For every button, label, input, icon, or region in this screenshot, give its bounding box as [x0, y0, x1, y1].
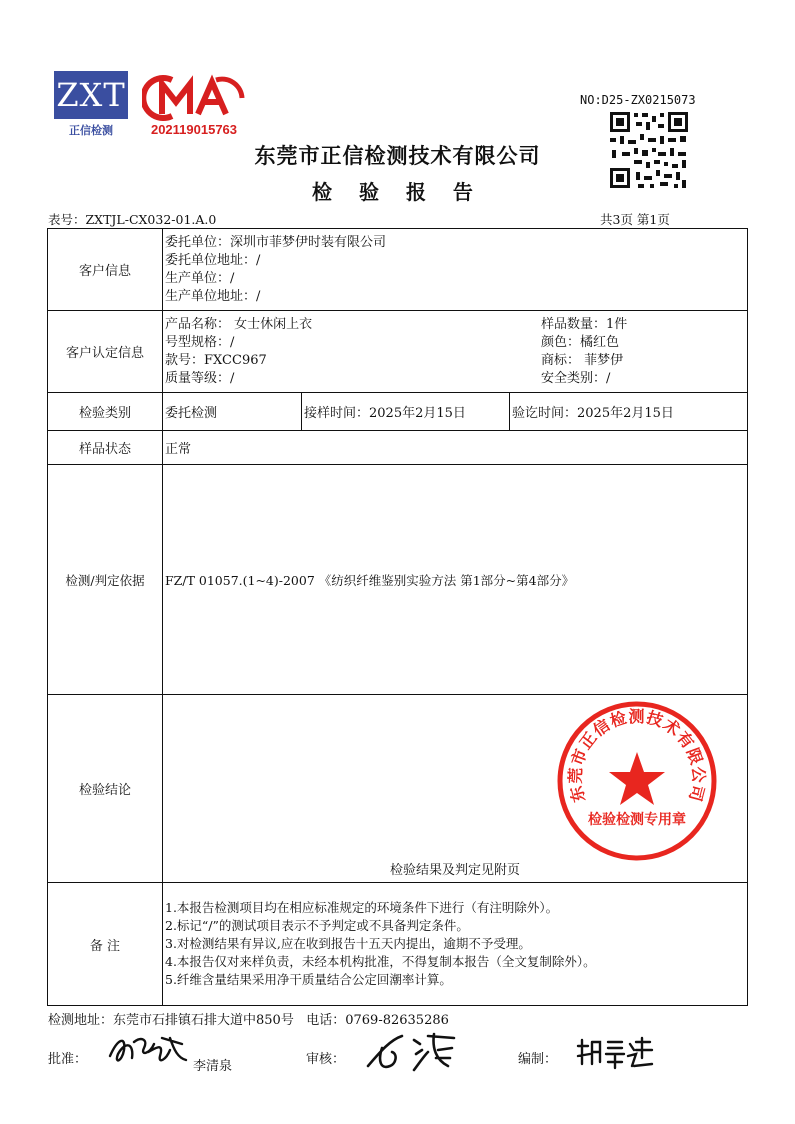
- svg-text:东莞市正信检测技术有限公司: 东莞市正信检测技术有限公司: [565, 706, 709, 805]
- inspect-type-label: 检验类别: [48, 393, 163, 431]
- address-text: 检测地址：东莞市石排镇石排大道中850号: [48, 1013, 294, 1028]
- approve-label: 批准：: [48, 1052, 88, 1067]
- page-count: 共3页 第1页: [600, 212, 670, 227]
- received-date: 接样时间：2025年2月15日: [302, 393, 510, 431]
- notes-label: 备 注: [48, 883, 163, 1006]
- report-title: 检 验 报 告: [312, 180, 483, 204]
- quality-grade: 质量等级：/: [165, 370, 235, 386]
- note-item: 4.本报告仅对来样负责，未经本机构批准，不得复制本报告（全文复制除外）。: [165, 954, 596, 969]
- svg-text:检验检测专用章: 检验检测专用章: [588, 812, 686, 828]
- conclusion-value: 检验结果及判定见附页: [390, 863, 521, 878]
- zxt-logo: [54, 71, 128, 137]
- approver-name: 李清泉: [193, 1059, 233, 1074]
- basis-value: FZ/T 01057.(1~4)-2007 《纺织纤维鉴别实验方法 第1部分~第4部分》: [163, 465, 748, 695]
- note-item: 3.对检测结果有异议,应在收到报告十五天内提出，逾期不予受理。: [165, 936, 531, 951]
- edit-label: 编制：: [518, 1052, 558, 1067]
- client-info-cell: [163, 229, 748, 311]
- producer-address: 生产单位地址：/: [165, 288, 261, 304]
- cma-logo: [142, 74, 246, 140]
- review-signature-icon: [362, 1026, 462, 1076]
- note-item: 1.本报告检测项目均在相应标准规定的环境条件下进行（有注明除外）。: [165, 900, 559, 915]
- company-name: 东莞市正信检测技术有限公司: [254, 143, 541, 168]
- completed-date: 验讫时间：2025年2月15日: [510, 393, 748, 431]
- inspect-type-row: [48, 393, 748, 431]
- product-name: 产品名称： 女士休闲上衣: [165, 316, 313, 332]
- client-address: 委托单位地址：/: [165, 252, 261, 268]
- approve-signature-icon: [104, 1030, 190, 1070]
- sample-state-row: [48, 431, 748, 465]
- sample-state-value: 正常: [163, 431, 748, 465]
- client-unit: 委托单位：深圳市菲梦伊时装有限公司: [165, 234, 387, 250]
- client-info-label: 客户信息: [48, 229, 163, 311]
- confirm-info-cell: [163, 311, 748, 393]
- review-label: 审核：: [306, 1052, 346, 1067]
- sample-quantity: 样品数量：1件: [541, 316, 628, 332]
- report-number: NO:D25-ZX0215073: [580, 93, 696, 107]
- style-number: 款号：FXCC967: [165, 352, 267, 368]
- report-table: [47, 228, 748, 1006]
- cma-number: 202119015763: [150, 122, 238, 137]
- conclusion-label: 检验结论: [48, 695, 163, 883]
- model-spec: 号型规格：/: [165, 334, 235, 350]
- official-seal-icon: [556, 700, 718, 862]
- safety-category: 安全类别：/: [541, 370, 611, 386]
- basis-row: [48, 465, 748, 695]
- cma-mark-icon: [142, 74, 246, 122]
- sample-state-label: 样品状态: [48, 431, 163, 465]
- zxt-logo-caption: 正信检测: [69, 124, 113, 137]
- basis-label: 检测/判定依据: [48, 465, 163, 695]
- phone-text: 电话：0769-82635286: [306, 1013, 449, 1028]
- note-item: 2.标记“/”的测试项目表示不予判定或不具备判定条件。: [165, 918, 469, 933]
- note-item: 5.纤维含量结果采用净干质量结合公定回潮率计算。: [165, 972, 452, 987]
- inspect-type-value: 委托检测: [163, 393, 302, 431]
- confirm-info-label: 客户认定信息: [48, 311, 163, 393]
- edit-signature-icon: [572, 1034, 656, 1074]
- form-number: 表号：ZXTJL-CX032-01.A.0: [48, 212, 217, 227]
- sample-color: 颜色：橘红色: [541, 334, 620, 350]
- producer-unit: 生产单位：/: [165, 270, 235, 286]
- notes-cell: [163, 883, 748, 1006]
- confirm-info-row: [48, 311, 748, 393]
- notes-row: [48, 883, 748, 1006]
- client-info-row: [48, 229, 748, 311]
- brand: 商标： 菲梦伊: [541, 352, 624, 368]
- zxt-logo-mark: ZXT: [54, 71, 128, 119]
